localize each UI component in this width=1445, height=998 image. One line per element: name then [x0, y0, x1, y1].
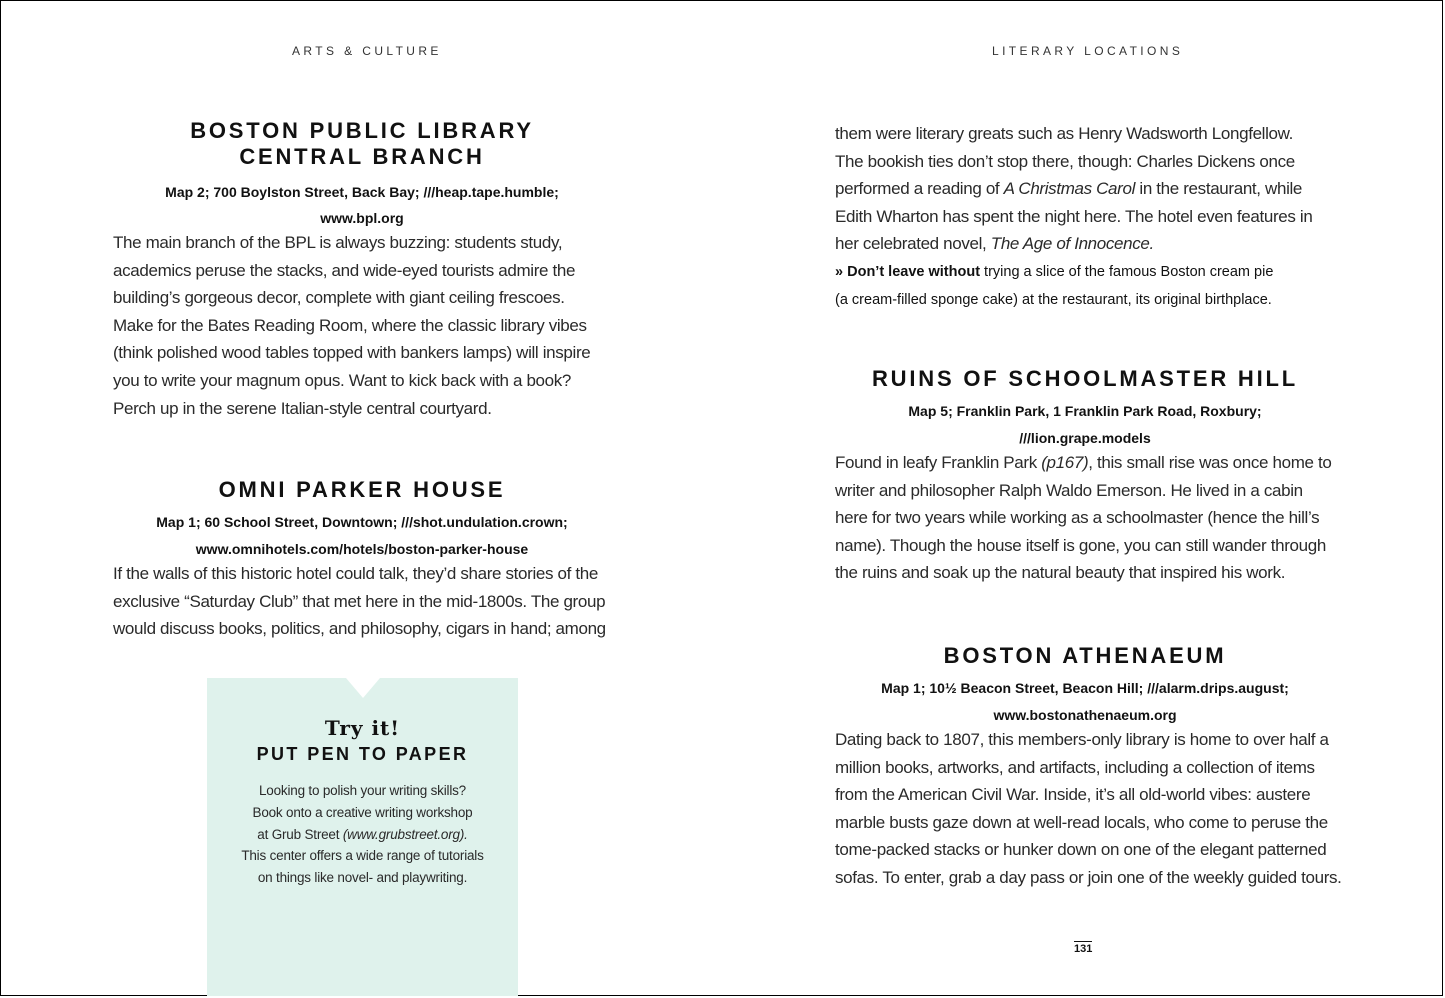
omni-body: [113, 560, 611, 643]
bpl-title-line1: BOSTON PUBLIC LIBRARY: [190, 118, 534, 143]
ruins-body-line: name). Though the house itself is gone, you can still wander through: [835, 535, 1326, 555]
try-it-title: PUT PEN TO PAPER: [256, 744, 469, 764]
try-it-line-prefix: at Grub Street: [257, 826, 343, 842]
bpl-body-line: building’s gorgeous decor, complete with giant ceiling frescoes.: [113, 288, 565, 308]
running-head-left: ARTS & CULTURE: [292, 44, 442, 58]
try-it-text: [207, 780, 518, 889]
book-title-italic: A Christmas Carol: [1003, 179, 1136, 199]
bpl-body-line: Make for the Bates Reading Room, where the classic library vibes: [113, 315, 587, 335]
omni-body-line: If the walls of this historic hotel could talk, they’d share stories of the: [113, 564, 598, 583]
ruins-title: RUINS OF SCHOOLMASTER HILL: [871, 366, 1298, 391]
ruins-body: [835, 449, 1335, 587]
bpl-address-line2: www.bpl.org: [320, 210, 404, 226]
bpl-title-line2: CENTRAL BRANCH: [239, 144, 485, 169]
omni-title: OMNI PARKER HOUSE: [218, 477, 506, 502]
tip-line: [835, 258, 1335, 286]
omni-cont-line: Edith Wharton has spent the night here. The hotel even features in: [835, 206, 1313, 226]
page-number: 131: [1074, 943, 1093, 955]
ruins-body-line: the ruins and soak up the natural beauty that inspired his work.: [835, 563, 1286, 583]
running-head-right: LITERARY LOCATIONS: [992, 44, 1184, 58]
try-it-kicker: Try it!: [324, 716, 401, 740]
omni-cont-line: them were literary greats such as Henry Wadsworth Longfellow.: [835, 124, 1294, 143]
grubstreet-link: (www.grubstreet.org).: [342, 826, 468, 842]
try-it-line: Book onto a creative writing workshop: [252, 804, 473, 820]
ruins-body-line: writer and philosopher Ralph Waldo Emerson. He lived in a cabin: [835, 480, 1303, 500]
text-span: performed a reading of: [835, 179, 1004, 199]
omni-cont-line: [835, 175, 1335, 203]
text-span: in the restaurant, while: [1135, 179, 1303, 199]
book-title-italic: The Age of Innocence.: [990, 234, 1154, 254]
athenaeum-body-line: sofas. To enter, grab a day pass or join one of the weekly guided tours.: [835, 867, 1342, 887]
tip-bold: Don’t leave without: [847, 263, 981, 280]
bpl-address-line1: Map 2; 700 Boylston Street, Back Bay; ///heap.tape.humble;: [165, 184, 559, 200]
athenaeum-body-line: Dating back to 1807, this members-only library is home to over half a: [835, 730, 1329, 749]
text-span: , this small rise was once home to: [1088, 453, 1332, 472]
athenaeum-body: [835, 726, 1342, 892]
athenaeum-title: BOSTON ATHENAEUM: [943, 643, 1227, 668]
ruins-body-line: [835, 449, 1335, 477]
omni-body-line: would discuss books, politics, and philosophy, cigars in hand; among: [113, 619, 606, 639]
bpl-body-line: The main branch of the BPL is always buzzing: students study,: [113, 233, 563, 252]
text-span: her celebrated novel,: [835, 234, 991, 254]
try-it-box: [207, 678, 518, 996]
text-span: Found in leafy Franklin Park: [835, 453, 1042, 472]
omni-cont-body: [835, 120, 1335, 258]
bpl-section: [113, 118, 611, 422]
athenaeum-address-line2: www.bostonathenaeum.org: [993, 707, 1177, 723]
try-it-line: This center offers a wide range of tutorials: [241, 848, 484, 864]
omni-cont-line: The bookish ties don’t stop there, though: Charles Dickens once: [835, 151, 1295, 171]
athenaeum-body-line: million books, artworks, and artifacts, including a collection of items: [835, 757, 1315, 777]
bpl-body-line: (think polished wood tables topped with bankers lamps) will inspire: [113, 343, 591, 363]
athenaeum-section: [835, 643, 1342, 892]
ruins-address-line1: Map 5; Franklin Park, 1 Franklin Park Road, Roxbury;: [908, 403, 1262, 419]
athenaeum-body-line: tome-packed stacks or hunker down on one of the elegant patterned: [835, 840, 1327, 860]
bpl-body-line: Perch up in the serene Italian-style central courtyard.: [113, 398, 492, 418]
omni-body-line: exclusive “Saturday Club” that met here in the mid-1800s. The group: [113, 591, 606, 611]
try-it-line: [207, 824, 518, 846]
bpl-body: [113, 229, 611, 422]
ruins-body-line: here for two years while working as a schoolmaster (hence the hill’s: [835, 508, 1320, 528]
try-it-line: on things like novel- and playwriting.: [257, 870, 468, 886]
athenaeum-body-line: from the American Civil War. Inside, it’s all old-world vibes: austere: [835, 785, 1311, 805]
athenaeum-address-line1: Map 1; 10½ Beacon Street, Beacon Hill; ///alarm.drips.august;: [881, 680, 1289, 696]
ruins-section: [835, 366, 1335, 587]
omni-address-line2: www.omnihotels.com/hotels/boston-parker-house: [195, 541, 529, 557]
omni-continuation: [835, 120, 1335, 314]
athenaeum-body-line: marble busts gaze down at well-read locals, who come to peruse the: [835, 812, 1328, 832]
omni-address-line1: Map 1; 60 School Street, Downtown; ///shot.undulation.crown;: [156, 514, 568, 530]
omni-cont-line: [835, 230, 1335, 258]
ruins-address-line2: ///lion.grape.models: [1019, 430, 1151, 446]
try-it-line: Looking to polish your writing skills?: [258, 783, 466, 798]
dont-leave-tip: [835, 258, 1335, 314]
omni-section: [113, 477, 611, 643]
bpl-body-line: academics peruse the stacks, and wide-eyed tourists admire the: [113, 260, 576, 280]
box-notch: [346, 678, 380, 698]
page-ref-italic: (p167): [1041, 453, 1089, 472]
tip-marker-icon: »: [835, 263, 844, 280]
tip-rest: trying a slice of the famous Boston cream pie: [980, 263, 1274, 280]
tip-line: (a cream-filled sponge cake) at the restaurant, its original birthplace.: [835, 291, 1272, 308]
bpl-body-line: you to write your magnum opus. Want to kick back with a book?: [113, 370, 572, 390]
